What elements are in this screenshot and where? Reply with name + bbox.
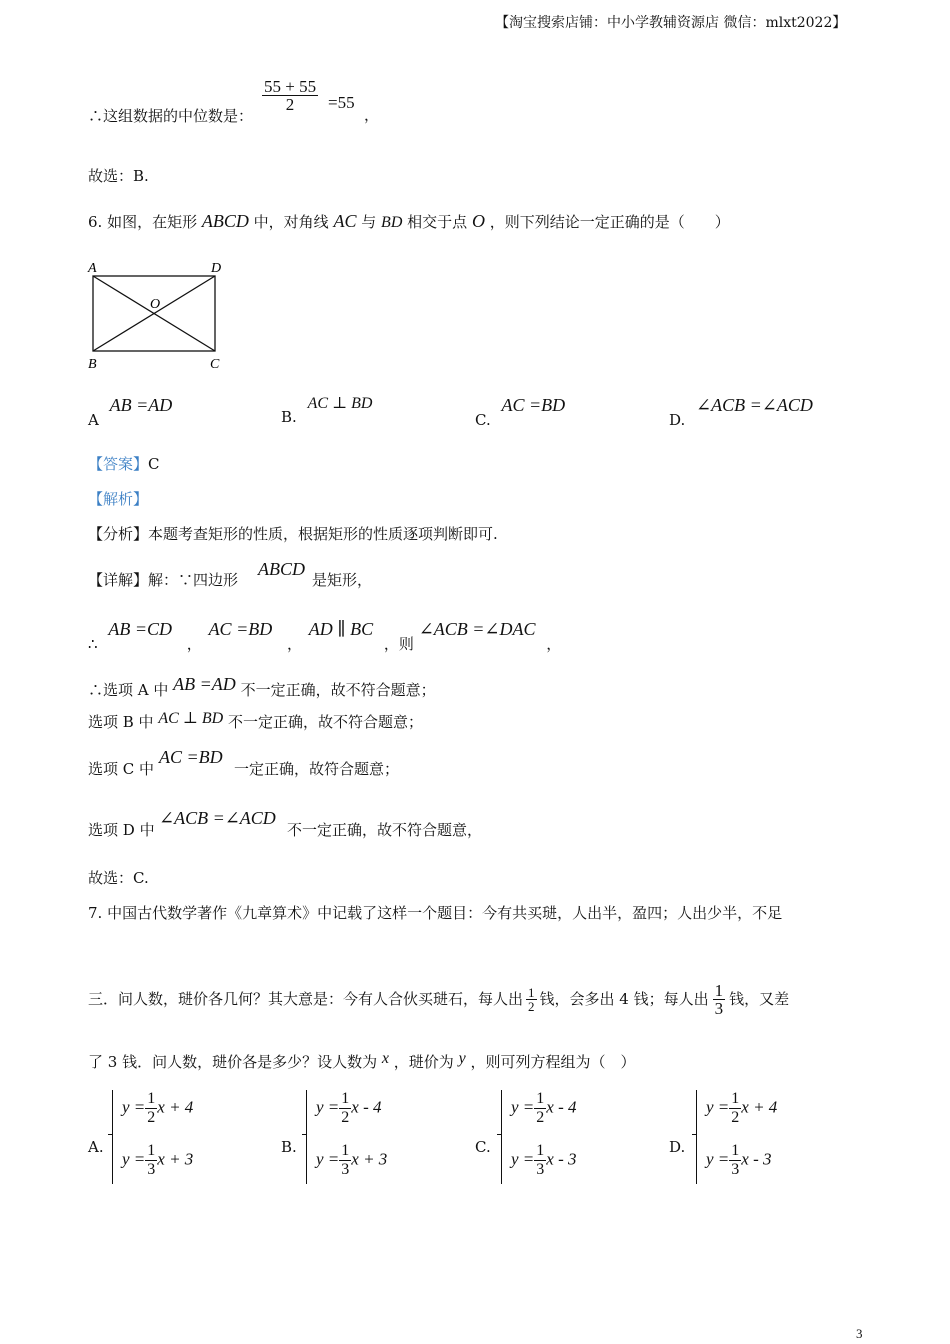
- q5-answer: 故选：B.: [88, 167, 149, 185]
- option-expr: ∠ACB =∠ACD: [696, 395, 813, 415]
- q7-option-a: [88, 1090, 258, 1190]
- q7-option-d: [669, 1090, 839, 1190]
- eq2-den: 3: [731, 1161, 740, 1178]
- judge-c-post: 一定正确，故符合题意；: [234, 760, 400, 778]
- eq2-rhs: x - 3: [741, 1149, 772, 1169]
- eq2-num: 1: [536, 1142, 545, 1159]
- fact-sep-1: ，: [186, 635, 202, 653]
- eq1-den: 2: [341, 1109, 350, 1126]
- judge-line-d: [88, 823, 155, 838]
- vertex-c-label: C: [210, 357, 220, 372]
- q6-option-d: [669, 395, 813, 429]
- eq2-num: 1: [731, 1142, 740, 1159]
- analysis-label: 【分析】: [88, 525, 149, 543]
- fact-2: AC =BD: [208, 619, 273, 639]
- median-result: =55: [328, 93, 355, 112]
- judge-line-c: [88, 762, 154, 777]
- eq2-num: 1: [341, 1142, 350, 1159]
- answer-value: C: [148, 455, 160, 473]
- var-y: y: [458, 1050, 466, 1067]
- eq2-lhs: y =: [122, 1149, 146, 1169]
- fact-3: AD ∥ BC: [308, 619, 374, 639]
- rectangle-figure: [84, 258, 234, 373]
- eq1-lhs: y =: [122, 1097, 146, 1117]
- q6-diag2: BD: [381, 214, 403, 231]
- judge-a-pre: ∴选项 A 中: [88, 681, 169, 699]
- option-label: C.: [475, 1138, 491, 1156]
- page-header: 【淘宝搜索店铺：中小学教辅资源店 微信：mlxt2022】: [495, 15, 847, 31]
- option-label: B.: [281, 1138, 297, 1156]
- detail-rect: ABCD: [258, 559, 305, 579]
- q6-option-c: [475, 395, 566, 429]
- q6-stem-part5: ，则下列结论一定正确的是（ ）: [489, 213, 730, 231]
- judge-line-a: [88, 674, 436, 699]
- fact-4: ∠ACB =∠DAC: [418, 619, 536, 639]
- judge-a-post: 不一定正确，故不符合题意；: [240, 681, 436, 699]
- q6-stem-part4: 相交于点: [407, 213, 468, 231]
- frac-third-num: 1: [714, 980, 724, 1000]
- eq1-den: 2: [536, 1109, 545, 1126]
- q7-line2: [88, 975, 789, 1023]
- q6-stem-part2: 中，对角线: [253, 213, 329, 231]
- option-expr: AB =AD: [109, 395, 173, 415]
- option-expr: AC ⊥ BD: [307, 395, 373, 412]
- frac-third: [713, 982, 726, 1017]
- eq2-rhs: x + 3: [157, 1149, 194, 1169]
- fact-sep-3: ，: [546, 635, 562, 653]
- judge-b-post: 不一定正确，故不符合题意；: [227, 713, 423, 731]
- judge-d-pre: 选项 D 中: [88, 821, 155, 839]
- frac-half-num: 1: [528, 984, 535, 1000]
- q6-stem: [88, 212, 730, 231]
- eq1-lhs: y =: [706, 1097, 730, 1117]
- judge-c-expr: AC =BD: [159, 747, 223, 767]
- q6-rect-name: ABCD: [201, 211, 249, 231]
- q7-option-b: [281, 1090, 451, 1190]
- eq2-lhs: y =: [511, 1149, 535, 1169]
- q6-point: O: [471, 211, 485, 231]
- q6-stem-part3: 与: [361, 213, 377, 231]
- eq1-rhs: x - 4: [351, 1097, 382, 1117]
- eq1-den: 2: [731, 1109, 740, 1126]
- eq2-den: 3: [147, 1161, 156, 1178]
- eq1-num: 1: [536, 1090, 545, 1107]
- detail-label: 【详解】: [88, 571, 149, 589]
- q7-line3-b: ，琎价为: [393, 1053, 454, 1071]
- judge-a-expr: AB =AD: [173, 674, 236, 694]
- option-label: A: [88, 411, 99, 429]
- option-label: A.: [88, 1138, 104, 1156]
- therefore-symbol: ∴: [88, 635, 98, 653]
- q6-option-a: [88, 395, 173, 429]
- judge-d-expr: ∠ACB =∠ACD: [159, 808, 276, 828]
- fact-sep-2: ，: [287, 635, 303, 653]
- analysis-tag: 【解析】: [88, 490, 149, 508]
- option-label: C.: [475, 411, 491, 429]
- center-o-label: O: [150, 297, 161, 312]
- q7-option-c: [475, 1090, 645, 1190]
- frac-third-den: 3: [714, 998, 724, 1018]
- eq1-lhs: y =: [511, 1097, 535, 1117]
- eq1-lhs: y =: [316, 1097, 340, 1117]
- eq2-lhs: y =: [316, 1149, 340, 1169]
- judge-b-pre: 选项 B 中: [88, 713, 154, 731]
- q6-stem-part1: 6. 如图，在矩形: [88, 213, 198, 231]
- eq2-num: 1: [147, 1142, 156, 1159]
- analysis-text: 本题考查矩形的性质，根据矩形的性质逐项判断即可.: [148, 525, 498, 543]
- eq1-num: 1: [731, 1090, 740, 1107]
- q7-line1: 7. 中国古代数学著作《九章算术》中记载了这样一个题目：今有共买琎，人出半，盈四；人出少半，不足: [88, 904, 783, 922]
- q7-line3-c: ，则可列方程组为（ ）: [470, 1053, 636, 1071]
- eq1-rhs: x - 4: [546, 1097, 577, 1117]
- q6-final: 故选：C.: [88, 869, 149, 887]
- judge-line-b: [88, 710, 423, 731]
- judge-c-pre: 选项 C 中: [88, 760, 155, 778]
- frac-half-den: 2: [528, 998, 535, 1014]
- q7-line2-c: 钱，又差: [729, 989, 790, 1008]
- median-fraction: [262, 78, 318, 113]
- q6-diag1: AC: [333, 211, 357, 231]
- q6-option-b: [281, 395, 373, 426]
- eq1-num: 1: [147, 1090, 156, 1107]
- median-label: ∴这组数据的中位数是：: [88, 107, 254, 125]
- eq1-rhs: x + 4: [741, 1097, 778, 1117]
- judge-d-post: 不一定正确，故不符合题意，: [287, 821, 483, 839]
- judge-b-expr: AC ⊥ BD: [158, 710, 224, 727]
- eq2-den: 3: [536, 1161, 545, 1178]
- fact-1: AB =CD: [108, 619, 172, 639]
- q7-line3-a: 了 3 钱．问人数，琎价各是多少？设人数为: [88, 1053, 378, 1071]
- detail-text1: 解：∵四边形: [148, 571, 239, 589]
- detail-line: [88, 573, 238, 588]
- frac-half: [526, 986, 537, 1013]
- eq2-den: 3: [341, 1161, 350, 1178]
- eq1-den: 2: [147, 1109, 156, 1126]
- page-number: 3: [856, 1326, 863, 1341]
- vertex-a-label: A: [88, 261, 97, 276]
- option-label: D.: [669, 1138, 686, 1156]
- eq2-rhs: x - 3: [546, 1149, 577, 1169]
- median-comma: ，: [364, 106, 380, 124]
- eq2-rhs: x + 3: [351, 1149, 388, 1169]
- q7-line2-a: 三．问人数，琎价各几何？其大意是：今有人合伙买琎石，每人出: [88, 989, 524, 1008]
- eq2-lhs: y =: [706, 1149, 730, 1169]
- option-label: B.: [281, 408, 297, 426]
- analysis-line: [88, 527, 498, 542]
- median-numerator: 55 + 55: [264, 77, 317, 96]
- option-label: D.: [669, 411, 686, 429]
- vertex-b-label: B: [88, 357, 97, 372]
- eq1-num: 1: [341, 1090, 350, 1107]
- var-x: x: [381, 1050, 389, 1067]
- detail-text2: 是矩形，: [312, 571, 373, 589]
- answer-line: [88, 457, 160, 472]
- median-denominator: 2: [262, 95, 318, 113]
- fact-then: ，则: [383, 635, 414, 653]
- vertex-d-label: D: [211, 261, 222, 276]
- answer-tag: 【答案】: [88, 455, 149, 473]
- option-expr: AC =BD: [501, 395, 566, 415]
- q7-line2-b: 钱，会多出 4 钱；每人出: [539, 989, 709, 1008]
- q7-line3: [88, 1050, 636, 1071]
- eq1-rhs: x + 4: [157, 1097, 194, 1117]
- facts-line: [88, 619, 562, 653]
